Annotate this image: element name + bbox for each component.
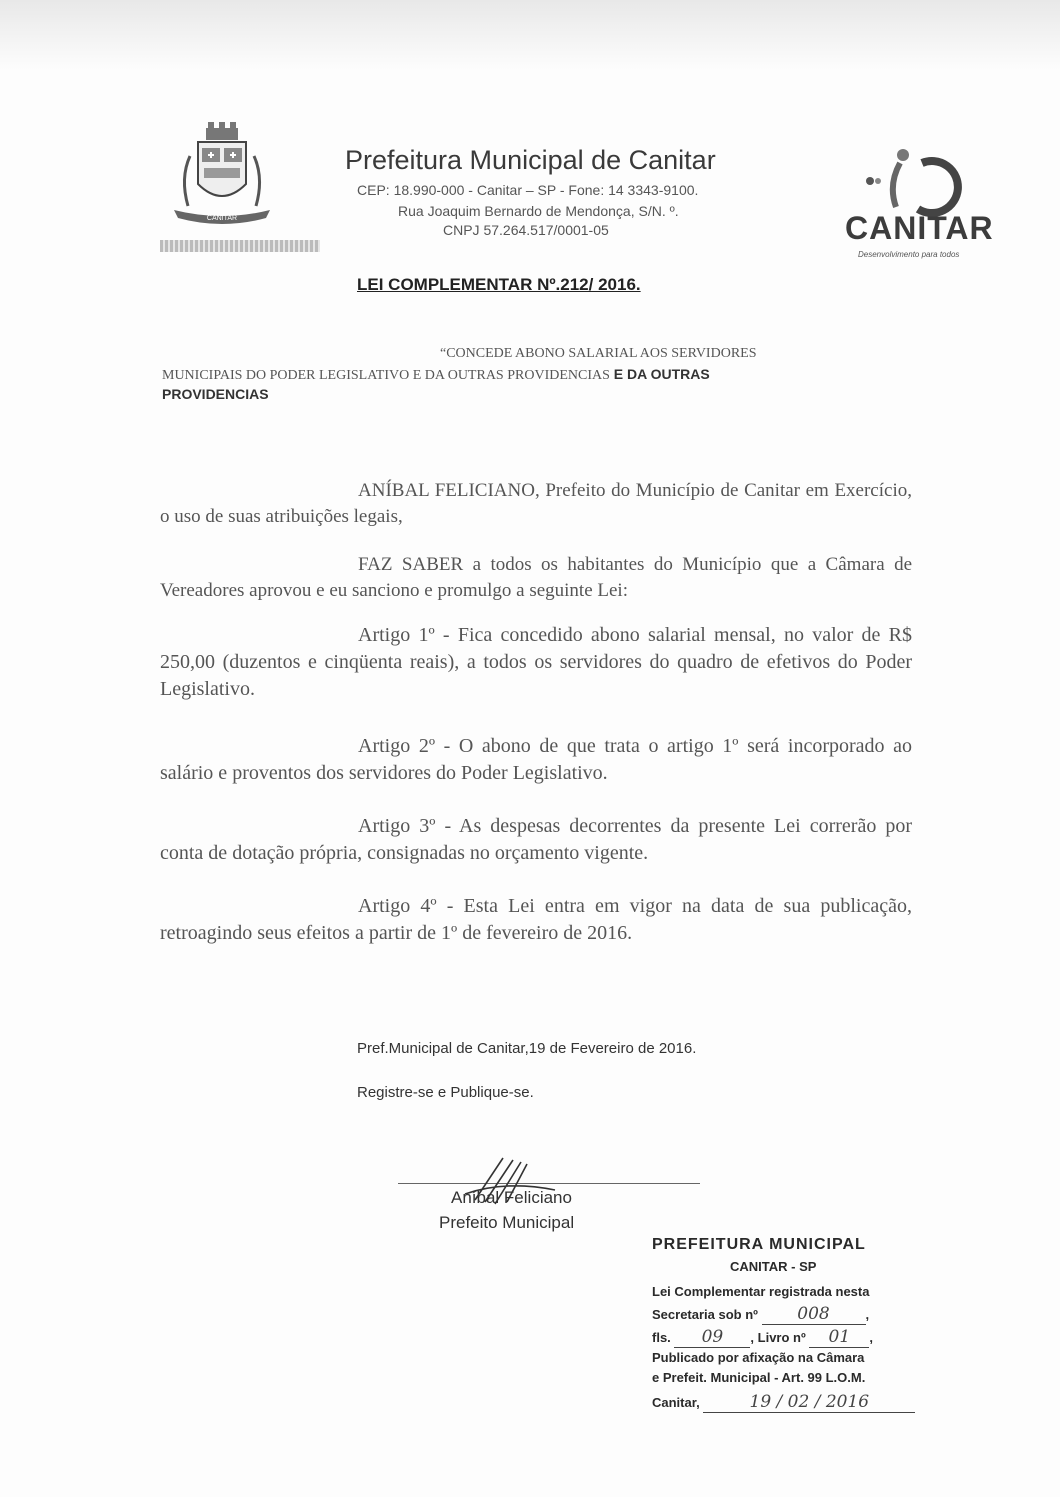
article-4: Artigo 4º - Esta Lei entra em vigor na data de sua publicação, retroagindo seus efeitos a partir de 1º de fevereiro de 2016. xyxy=(160,895,912,944)
letterhead-cnpj: CNPJ 57.264.517/0001-05 xyxy=(443,222,609,238)
signatory-role: Prefeito Municipal xyxy=(439,1213,575,1232)
faz-saber-paragraph: FAZ SABER a todos os habitantes do Município que a Câmara de Vereadores aprovou e eu sanciono e promulgo a seguinte Lei: xyxy=(160,554,912,601)
ementa-line-2-bold: E DA OUTRAS xyxy=(609,366,710,382)
stamp-number-value: 008 xyxy=(762,1304,866,1325)
ementa-line-1: “CONCEDE ABONO SALARIAL AOS SERVIDORES xyxy=(440,346,757,361)
stamp-number-label: Secretaria sob nº xyxy=(652,1307,758,1322)
stamp-line-2: Secretaria sob nº 008 , xyxy=(652,1304,870,1324)
stamp-title: PREFEITURA MUNICIPAL xyxy=(652,1236,866,1253)
article-2: Artigo 2º - O abono de que trata o artigo 1º será incorporado ao salário e proventos dos servidores do Poder Legislativo. xyxy=(160,735,912,784)
letterhead-address: Rua Joaquim Bernardo de Mendonça, S/N. º. xyxy=(398,203,679,219)
article-3: Artigo 3º - As despesas decorrentes da presente Lei correrão por conta de dotação própria, consignadas no orçamento vigente. xyxy=(160,815,912,864)
canitar-logo-icon xyxy=(848,145,968,217)
stamp-livro-value: 01 xyxy=(809,1327,869,1348)
stamp-line-4: Publicado por afixação na Câmara xyxy=(652,1350,865,1365)
law-title: LEI COMPLEMENTAR Nº.212/ 2016. xyxy=(357,275,641,294)
logo-slogan: Desenvolvimento para todos xyxy=(858,250,960,259)
stamp-line-6 xyxy=(652,1392,915,1413)
municipal-crest-icon xyxy=(168,118,276,230)
scan-top-shade xyxy=(0,0,1060,70)
stamp-date-value: 19 / 02 / 2016 xyxy=(703,1392,915,1413)
stamp-subtitle: CANITAR - SP xyxy=(730,1259,817,1274)
letterhead-cep-phone: CEP: 18.990-000 - Canitar – SP - Fone: 14 3343-9100. xyxy=(357,182,699,198)
stamp-line-5: e Prefeit. Municipal - Art. 99 L.O.M. xyxy=(652,1370,866,1385)
ementa-line-2 xyxy=(162,366,710,384)
preamble-paragraph: ANÍBAL FELICIANO, Prefeito do Município de Canitar em Exercício, o uso de suas atribuições legais, xyxy=(160,480,912,527)
stamp-livro-label: , Livro nº xyxy=(750,1330,806,1345)
place-and-date: Pref.Municipal de Canitar,19 de Fevereiro de 2016. xyxy=(357,1040,697,1057)
logo-wordmark: CANITAR xyxy=(845,210,994,246)
register-publish-line: Registre-se e Publique-se. xyxy=(357,1084,534,1101)
signatory-name: Aníbal Feliciano xyxy=(451,1188,572,1207)
stamp-fls-value: 09 xyxy=(674,1327,750,1348)
ementa-line-2-text: MUNICIPAIS DO PODER LEGISLATIVO E DA OUTRAS PROVIDENCIAS xyxy=(162,368,610,383)
ementa-line-3: PROVIDENCIAS xyxy=(162,386,269,402)
article-1: Artigo 1º - Fica concedido abono salarial mensal, no valor de R$ 250,00 (duzentos e cinqüenta reais), a todos os servidores do quadro de efetivos do Poder Legislativo. xyxy=(160,624,912,700)
letterhead-title: Prefeitura Municipal de Canitar xyxy=(345,145,716,175)
stamp-line-1: Lei Complementar registrada nesta xyxy=(652,1284,870,1299)
stamp-line-3: fls. 09 , Livro nº 01 , xyxy=(652,1327,873,1347)
stamp-city-label: Canitar, xyxy=(652,1395,700,1410)
letterhead-divider xyxy=(160,240,320,252)
stamp-fls-label: fls. xyxy=(652,1330,671,1345)
svg-text:CANITAR: CANITAR xyxy=(206,215,238,222)
